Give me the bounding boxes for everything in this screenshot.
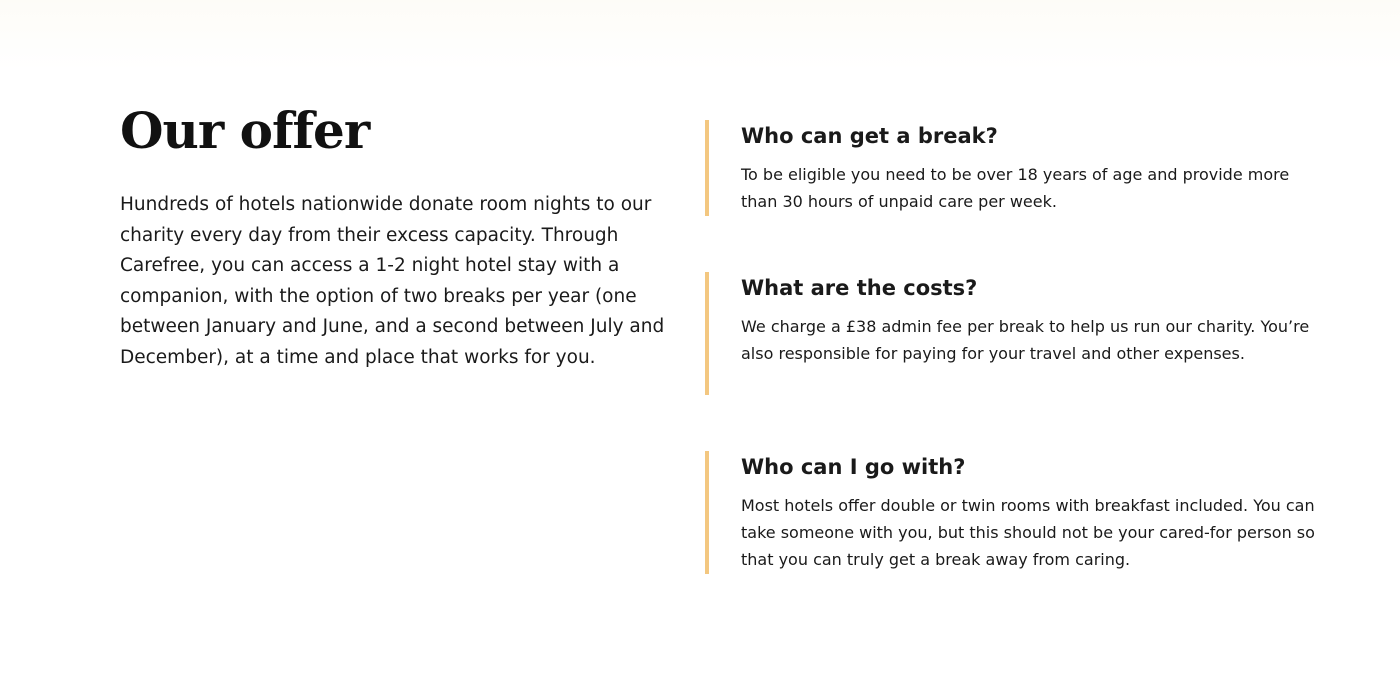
- faq-answer: We charge a £38 admin fee per break to help us run our charity. You’re also responsible for paying for your travel and other expenses.: [741, 317, 1310, 363]
- faq-question: Who can get a break?: [741, 124, 998, 148]
- intro-paragraph: Hundreds of hotels nationwide donate room nights to our charity every day from their excess capacity. Through Carefree, you can access a 1-2 night hotel stay with a companion, with the option of two breaks per year (one between January and June, and a second between July and December), at a time and place that works for you.: [120, 194, 665, 368]
- faq-question: What are the costs?: [741, 276, 978, 300]
- top-banner-decoration: [0, 0, 1400, 70]
- faq-item-costs: [705, 272, 1316, 395]
- faq-item-companion: [705, 451, 1316, 574]
- faq-item-eligibility: [705, 120, 1316, 216]
- faq-question: Who can I go with?: [741, 455, 966, 479]
- faq-answer: Most hotels offer double or twin rooms with breakfast included. You can take someone with you, but this should not be your cared-for person so that you can truly get a break away from caring.: [741, 496, 1315, 569]
- section-title: Our offer: [120, 101, 370, 160]
- faq-answer: To be eligible you need to be over 18 years of age and provide more than 30 hours of unpaid care per week.: [741, 165, 1290, 211]
